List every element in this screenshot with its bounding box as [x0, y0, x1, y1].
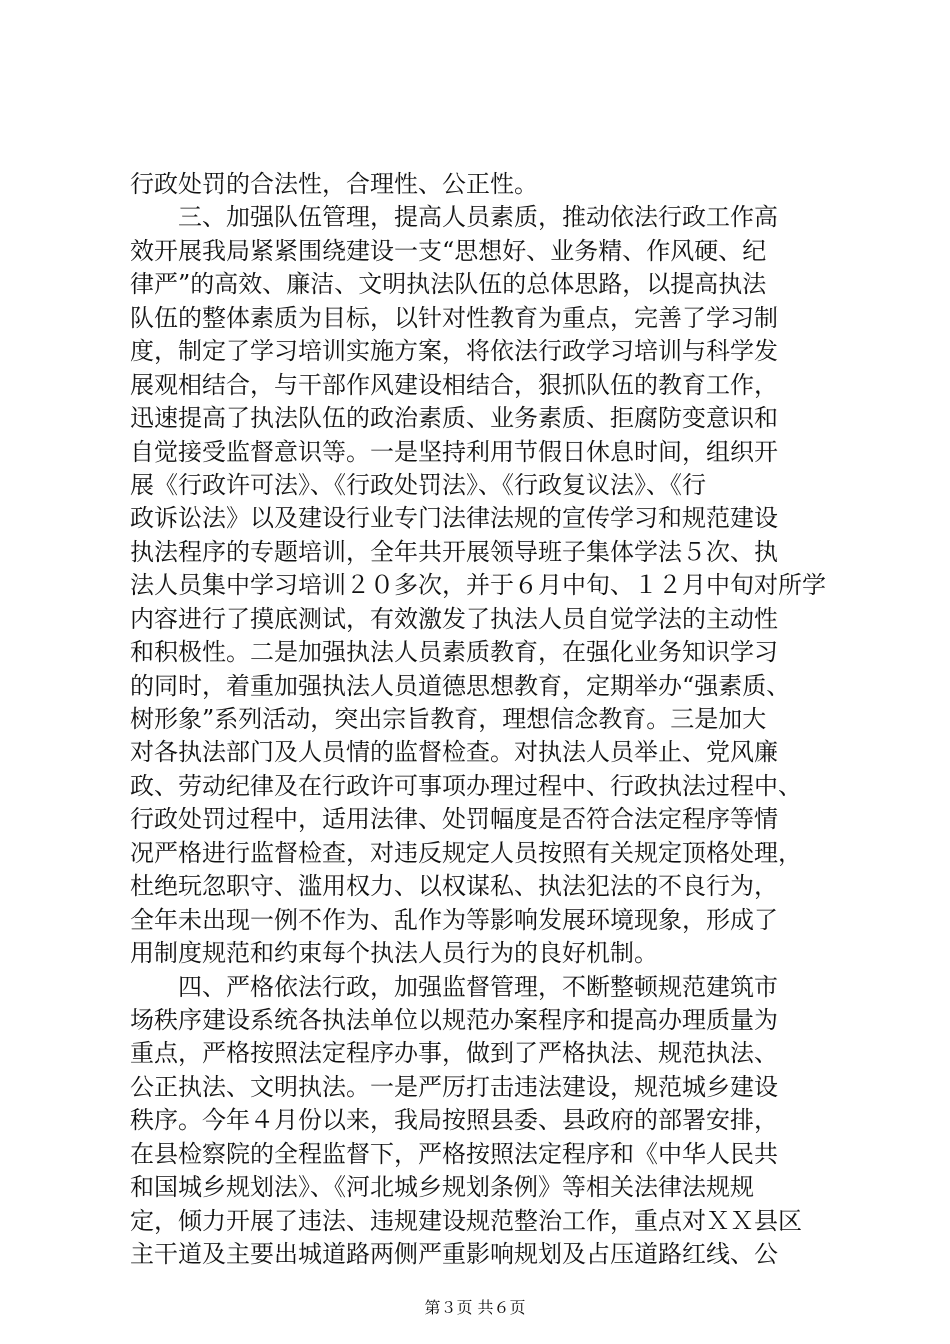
text-line: 展观相结合，与干部作风建设相结合，狠抓队伍的教育工作，	[130, 370, 778, 399]
text-line: 杜绝玩忽职守、滥用权力、以权谋私、执法犯法的不良行为，	[130, 872, 778, 901]
text-line: 队伍的整体素质为目标，以针对性教育为重点，完善了学习制	[130, 303, 778, 332]
text-line: 重点，严格按照法定程序办事，做到了严格执法、规范执法、	[130, 1039, 778, 1068]
text-line: 在县检察院的全程监督下，严格按照法定程序和《中华人民共	[130, 1139, 778, 1168]
text-line: 执法程序的专题培训，全年共开展领导班子集体学法５次、执	[130, 537, 778, 566]
text-line: 定，倾力开展了违法、违规建设规范整治工作，重点对ＸＸ县区	[130, 1206, 802, 1235]
text-line: 用制度规范和约束每个执法人员行为的良好机制。	[130, 939, 658, 968]
text-line: 行政处罚过程中，适用法律、处罚幅度是否符合法定程序等情	[130, 805, 778, 834]
text-line: 对各执法部门及人员情的监督检查。对执法人员举止、党风廉	[130, 738, 778, 767]
text-line: 度，制定了学习培训实施方案，将依法行政学习培训与科学发	[130, 337, 778, 366]
text-line: 四、严格依法行政，加强监督管理，不断整顿规范建筑市	[130, 972, 778, 1001]
text-line: 行政处罚的合法性，合理性、公正性。	[130, 170, 538, 198]
text-line: 主干道及主要出城道路两侧严重影响规划及占压道路红线、公	[130, 1240, 778, 1268]
text-line: 秩序。今年４月份以来，我局按照县委、县政府的部署安排，	[130, 1106, 778, 1135]
text-line: 全年未出现一例不作为、乱作为等影响发展环境现象，形成了	[130, 905, 778, 934]
text-line: 律严”的高效、廉洁、文明执法队伍的总体思路，以提高执法	[130, 270, 767, 299]
text-line: 况严格进行监督检查，对违反规定人员按照有关规定顶格处理，	[130, 838, 802, 867]
text-line: 的同时，着重加强执法人员道德思想教育，定期举办“强素质、	[130, 671, 791, 700]
text-line: 场秩序建设系统各执法单位以规范办案程序和提高办理质量为	[130, 1005, 778, 1034]
text-line: 法人员集中学习培训２０多次，并于６月中旬、１２月中旬对所学	[130, 571, 826, 600]
body-text	[130, 168, 830, 1271]
text-line: 和积极性。二是加强执法人员素质教育，在强化业务知识学习	[130, 638, 778, 667]
text-line: 三、加强队伍管理，提高人员素质，推动依法行政工作高	[130, 203, 778, 232]
text-line: 自觉接受监督意识等。一是坚持利用节假日休息时间，组织开	[130, 437, 778, 466]
text-line: 政诉讼法》以及建设行业专门法律法规的宣传学习和规范建设	[130, 504, 778, 533]
text-line: 政、劳动纪律及在行政许可事项办理过程中、行政执法过程中、	[130, 771, 802, 800]
text-line: 迅速提高了执法队伍的政治素质、业务素质、拒腐防变意识和	[130, 404, 778, 433]
text-line: 内容进行了摸底测试，有效激发了执法人员自觉学法的主动性	[130, 604, 778, 633]
text-line: 公正执法、文明执法。一是严厉打击违法建设，规范城乡建设	[130, 1072, 778, 1101]
text-line: 效开展我局紧紧围绕建设一支“思想好、业务精、作风硬、纪	[130, 236, 767, 265]
text-line: 展《行政许可法》、《行政处罚法》、《行政复议法》、《行	[130, 470, 706, 499]
page-number-footer: 第３页 共６页	[424, 1298, 526, 1317]
text-line: 树形象”系列活动，突出宗旨教育，理想信念教育。三是加大	[130, 705, 767, 733]
text-line: 和国城乡规划法》、《河北城乡规划条例》等相关法律法规规	[130, 1173, 754, 1202]
